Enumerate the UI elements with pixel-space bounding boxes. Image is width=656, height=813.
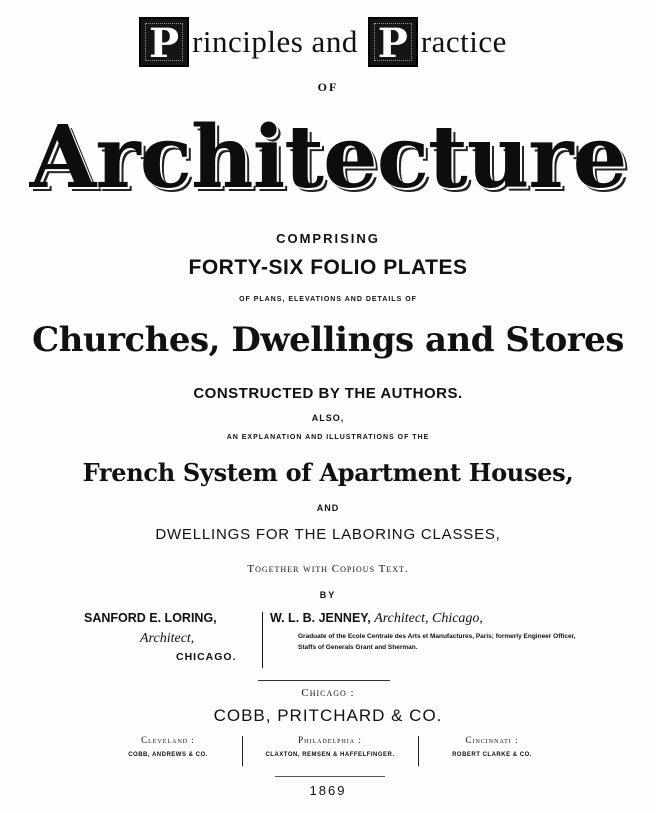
also-line: ALSO, — [311, 413, 345, 423]
agent-city: Cincinnati : — [465, 735, 519, 745]
author-loring — [84, 611, 260, 669]
by-line: BY — [319, 590, 337, 600]
buildings-line: Churches, Dwellings and Stores — [32, 320, 624, 360]
title-word-practice: ractice — [420, 24, 507, 59]
french-system-line: French System of Apartment Houses, — [82, 458, 574, 487]
agent-divider — [242, 736, 243, 766]
constructed-line: CONSTRUCTED BY THE AUTHORS. — [193, 385, 463, 402]
and-line: AND — [316, 503, 340, 513]
agent-city: Philadelphia : — [298, 735, 362, 745]
comprising-line: COMPRISING — [276, 231, 380, 246]
author-jenney — [270, 611, 580, 681]
agent-name: COBB, ANDREWS & CO. — [128, 752, 208, 758]
dwellings-line: DWELLINGS FOR THE LABORING CLASSES, — [155, 526, 501, 543]
of-plans-line: OF PLANS, ELEVATIONS AND DETAILS OF — [239, 296, 417, 303]
agent-cincinnati — [432, 735, 552, 767]
author-name: SANFORD E. LORING, — [84, 611, 217, 625]
publisher-city: Chicago : — [301, 687, 355, 699]
together-line: Together with Copious Text. — [247, 563, 409, 575]
title-line — [0, 14, 656, 70]
divider-rule — [275, 776, 385, 777]
illuminated-initial-p-2: P — [368, 17, 418, 67]
author-title: Architect, — [140, 631, 195, 646]
author-city: CHICAGO. — [176, 651, 237, 663]
title-word-principles: rinciples and — [192, 24, 358, 59]
agent-divider — [418, 736, 419, 766]
agent-name: ROBERT CLARKE & CO. — [452, 752, 532, 758]
agent-city: Cleveland : — [141, 735, 195, 745]
publication-year: 1869 — [309, 783, 347, 798]
agent-philadelphia — [246, 735, 414, 767]
of-line: OF — [317, 80, 339, 94]
agent-cleveland — [98, 735, 238, 767]
explanation-line: AN EXPLANATION AND ILLUSTRATIONS OF THE — [226, 434, 430, 441]
plates-line: FORTY-SIX FOLIO PLATES — [188, 256, 468, 279]
author-name: W. L. B. JENNEY, — [270, 611, 371, 625]
main-title: Architecture — [29, 107, 627, 208]
publisher-name: COBB, PRITCHARD & CO. — [213, 706, 443, 725]
author-name-line — [270, 611, 483, 627]
author-divider — [262, 612, 263, 668]
illuminated-initial-p: P — [139, 17, 189, 67]
author-title: Architect, Chicago, — [374, 611, 483, 626]
divider-rule — [258, 680, 390, 681]
author-credentials: Graduate of the Ecole Centrale des Arts et Manufactures, Paris; formerly Engineer Officer, Staffs of Generals Grant and Sherman. — [298, 633, 576, 651]
agent-name: CLAXTON, REMSEN & HAFFELFINGER. — [265, 752, 395, 758]
